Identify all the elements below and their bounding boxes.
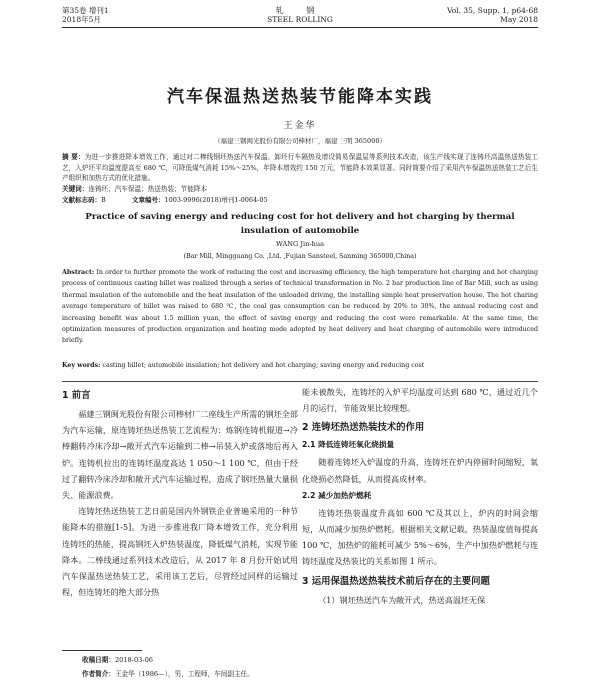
keywords-cn (62, 184, 538, 195)
header-rule (62, 27, 538, 28)
section-2-1-heading: 2.1 降低连铸坯氧化烧损量 (302, 440, 395, 450)
section-2-1-paragraph: 随着连铸坯入炉温度的升高，连铸坯在炉内停留时间缩短，氧化烧损必然降低，从而提高成材率。 (302, 457, 538, 484)
keywords-en (62, 360, 538, 371)
volume-cn: 第35卷 增刊1 (62, 6, 109, 15)
date-cn: 2018年5月 (62, 15, 101, 24)
section-1-heading: 1 前言 (62, 390, 91, 401)
abstract-en (62, 267, 538, 347)
keywords-en-label: Key words: (62, 362, 101, 369)
author-en: WANG Jin-hua (276, 240, 324, 248)
section-2-2-heading: 2.2 减少加热炉燃耗 (302, 490, 372, 500)
keywords-cn-text: 连铸坯；汽车保温；热送热装；节能降本 (88, 185, 208, 193)
meta-cn (62, 195, 268, 205)
date-en: May 2018 (500, 15, 538, 24)
section-3-paragraph: （1）钢坯热送汽车为敞开式，热送高温坯无保 (318, 594, 486, 605)
body-column-right (302, 384, 538, 608)
journal-name-cn: 轧 钢 (275, 6, 325, 15)
article-no-value: 1003-9996(2018)增刊1-0064-05 (164, 196, 268, 204)
section-2-heading: 2 连铸坯热送热装技术的作用 (302, 422, 425, 434)
received-label: 收稿日期： (82, 656, 115, 664)
affiliation-en: (Bar Mill, Mingguang Co. ,Ltd. ,Fujian Sansteel, Sanming 365000,China) (183, 253, 417, 260)
clc-value: B (101, 196, 106, 204)
keywords-en-text: casting billet; automobile insulation; hot delivery and hot charging; saving energy and reducing cost (102, 362, 425, 369)
header-right (447, 6, 538, 24)
abstract-cn-text: 为进一步推进降本增效工作，通过对二棒线钢坯热送汽车保温、卸坯行车隔热及增设简易保温屋等系列技术改造，该生产线实现了连铸坯高温热送热装工艺，入炉坯平均温度提高至 680 ℃，可降低煤气消耗 15%～25%，年降本增效约 150 万元，节能降本效果显著。同时简要介绍了采用汽车保温热送热装工艺后生产组织和加热方式的优化措施。 (62, 153, 539, 182)
affiliation-cn: （福建三钢闽光股份有限公司棒材厂，福建 三明 365000） (214, 137, 386, 145)
volume-en: Vol. 35, Supp. 1, p64-68 (446, 6, 538, 15)
article-no-label: 文章编号： (131, 196, 165, 204)
journal-name-en: STEEL ROLLING (267, 15, 333, 24)
section-1-paragraph-1: 福建三钢闽光股份有限公司棒材厂二座线生产所需的钢坯全部为汽车运输，原连铸坯热送热装工艺流程为：炼钢连铸机辊道→冷棒翻转冷床冷却→敞开式汽车运输到二棒→吊装入炉或落地后再入炉。连铸机拉出的连铸坯温度高达 1 050～1 100 ℃，但由于经过了翻转冷床冷却和敞开式汽车运输过程，造成了钢坯热量大量损失、能源浪费。 (62, 409, 298, 501)
footnote-rule (62, 650, 142, 651)
section-1-paragraph-continued: 能未被散失，连铸坯的入炉平均温度可达到 680 ℃，通过近几个月的运行，节能效果比较理想。 (302, 387, 538, 414)
paper-title-cn: 汽车保温热送热装节能降本实践 (167, 87, 433, 107)
clc-label: 文献标志码： (62, 196, 101, 204)
footnote-received (82, 655, 153, 666)
section-3-heading: 3 运用保温热送热装技术前后存在的主要问题 (302, 575, 490, 587)
paper-title-en: Practice of saving energy and reducing cost for hot delivery and hot charging by thermal insulation of automobile (85, 212, 515, 236)
section-divider (62, 381, 538, 382)
received-date: 2018-03-06 (114, 656, 153, 664)
abstract-cn (62, 152, 538, 184)
body-column-left (62, 384, 298, 600)
section-2-2-paragraph: 连铸坯热装温度升高如 600 ℃及其以上，炉内的时间会缩短，从而减少加热炉燃耗。根据相关文献记载，热装温度值每提高 100 ℃，加热炉的能耗可减少 5%～6%，生产中加热炉燃耗与连铸坯温度及热装比的关系如图 1 所示。 (302, 507, 538, 567)
abstract-en-label: Abstract: (62, 269, 95, 276)
keywords-cn-label: 关键词： (62, 185, 89, 193)
author-info-label: 作者简介： (82, 670, 115, 678)
author-cn: 王金华 (283, 121, 317, 131)
author-info: 王金华（1986—），男，工程师，车间副主任。 (114, 670, 254, 678)
abstract-en-text: In order to further promote the work of reducing the cost and increasing efficiency, the high temperature hot charging and hot charging process of continuous casting billet was realized through a series of technical transformation in No. 2 bar production line of Bar Mill, such as using thermal insulation of the automobile and the heat insulation of the unloaded driving, the installing simple heat preservation house. The hot charing average temperature of billet was raised to 680 ℃, the coal gas consumption can be reduced by 20% to 30%, the annual reducing cost and increasing benefit was about 1.5 million yuan, the effect of saving energy and reducing the cost were remarkable. At the same time, the optimization measures of production organization and heating mode adopted by heat delivery and heat charging of automobile were introduced briefly. (62, 269, 538, 345)
section-1-paragraph-2: 连铸坯热送热装工艺日前是国内外钢铁企业普遍采用的一种节能降本的措施[1-5]。为进一步推进我厂降本增效工作，充分利用连铸坯的热能，提高钢坯入炉热装温度，降低煤气消耗，实现节能降本。二棒线通过系列技术改造后，从 2017 年 8 月份开始试用汽车保温热送热装工艺，采用该工艺后，尽管经过同样的运输过程，但连铸坯的绝大部分热 (62, 506, 298, 598)
footnote-author (82, 669, 254, 680)
abstract-cn-label: 摘 要： (62, 153, 85, 161)
